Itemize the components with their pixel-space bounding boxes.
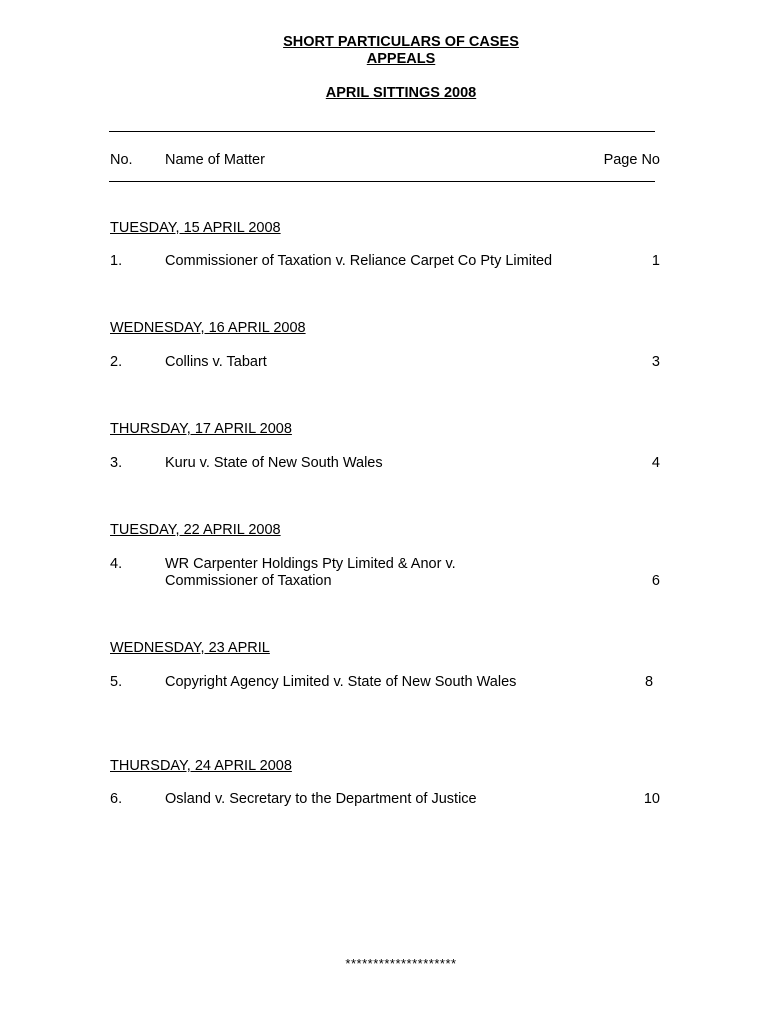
case-matter: Osland v. Secretary to the Department of Justice bbox=[165, 791, 477, 807]
case-number: 1. bbox=[110, 253, 123, 269]
case-matter: Copyright Agency Limited v. State of New South Wales bbox=[165, 674, 517, 690]
column-matter-header: Name of Matter bbox=[165, 152, 265, 168]
case-page: 6 bbox=[651, 573, 660, 589]
top-divider bbox=[109, 131, 655, 132]
day-heading: WEDNESDAY, 23 APRIL bbox=[110, 640, 270, 656]
end-marker: ******************** bbox=[345, 956, 457, 971]
day-heading: THURSDAY, 17 APRIL 2008 bbox=[110, 421, 292, 437]
case-matter: Commissioner of Taxation v. Reliance Carpet Co Pty Limited bbox=[165, 253, 553, 269]
case-matter-line1: WR Carpenter Holdings Pty Limited & Anor v. bbox=[165, 556, 456, 572]
case-matter-line2: Commissioner of Taxation bbox=[165, 573, 332, 589]
column-page-header: Page No bbox=[603, 152, 660, 168]
sittings-heading: APRIL SITTINGS 2008 bbox=[325, 85, 477, 101]
case-page: 10 bbox=[643, 791, 660, 807]
column-no-header: No. bbox=[110, 152, 133, 168]
case-matter: Collins v. Tabart bbox=[165, 354, 267, 370]
day-heading: TUESDAY, 22 APRIL 2008 bbox=[110, 522, 281, 538]
case-page: 1 bbox=[651, 253, 660, 269]
case-number: 5. bbox=[110, 674, 123, 690]
case-number: 6. bbox=[110, 791, 123, 807]
case-number: 3. bbox=[110, 455, 123, 471]
header-divider bbox=[109, 181, 655, 182]
case-page: 8 bbox=[645, 674, 654, 690]
document-subtitle: APPEALS bbox=[366, 51, 436, 67]
day-heading: THURSDAY, 24 APRIL 2008 bbox=[110, 758, 292, 774]
case-number: 4. bbox=[110, 556, 123, 572]
case-number: 2. bbox=[110, 354, 123, 370]
case-page: 3 bbox=[651, 354, 660, 370]
case-matter: Kuru v. State of New South Wales bbox=[165, 455, 383, 471]
day-heading: WEDNESDAY, 16 APRIL 2008 bbox=[110, 320, 306, 336]
case-page: 4 bbox=[651, 455, 660, 471]
document-title: SHORT PARTICULARS OF CASES bbox=[283, 34, 519, 50]
day-heading: TUESDAY, 15 APRIL 2008 bbox=[110, 220, 281, 236]
